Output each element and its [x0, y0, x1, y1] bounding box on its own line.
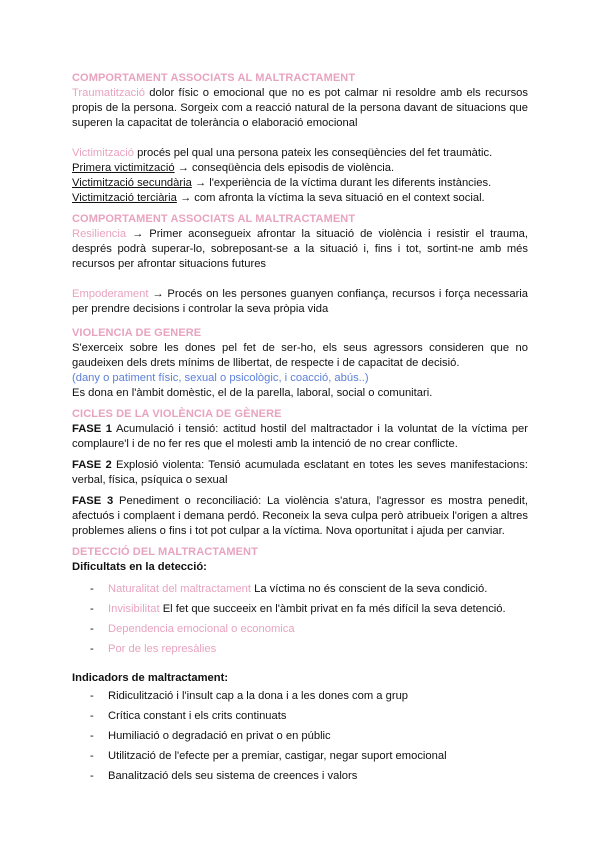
subheading-indicadors: Indicadors de maltractament: — [72, 672, 229, 684]
paragraph-empoderament — [72, 287, 528, 317]
term-traumatitzacio: Traumatització — [72, 87, 145, 99]
term-invisibilitat: Invisibilitat — [108, 603, 160, 615]
term-terciaria: Victimització terciària — [72, 192, 177, 204]
fase-text: Acumulació i tensió: actitud hostil del maltractador i la voluntat de la víctima per complaure'l i de no fer res que el molesti amb la intenció de no crear conflicte. — [72, 423, 528, 450]
note-violencia: (dany o patiment físic, sexual o psicològic, i coacció, abús..) — [72, 372, 369, 384]
paragraph-fase-3 — [72, 494, 528, 539]
term-victimitzacio: Victimització — [72, 147, 134, 159]
fase-label: FASE 2 — [72, 459, 112, 471]
section-heading: CICLES DE LA VIOLÈNCIA DE GÈNERE — [72, 408, 282, 420]
paragraph-resiliencia — [72, 227, 528, 272]
term-empoderament: Empoderament — [72, 288, 149, 300]
fase-text: Penediment o reconciliació: La violència s'atura, l'agressor es mostra penedit, afectuós i complaent i demana perdó. Reconeix la seva culpa però atribueix l'origen a altres problemes aliens o fins i tot pot culpar a la víctima. Nova oportunitat i ajuda per canviar. — [72, 495, 528, 537]
definition-text: → Primer aconsegueix afrontar la situació de violència i resistir el trauma, després podrà superar-lo, sobreposant-se a la situació i, fins i tot, sortint-ne amb més recursos per afrontar situacions futures — [72, 228, 528, 270]
section-heading: COMPORTAMENT ASSOCIATS AL MALTRACTAMENT — [72, 213, 356, 225]
term-dependencia: Dependencia emocional o economica — [108, 623, 295, 635]
list-item: - Crítica constant i els crits continuats — [90, 710, 287, 722]
paragraph-violencia: S'exerceix sobre les dones pel fet de ser-ho, els seus agressors consideren que no gaudeixen dels drets mínims de llibertat, de respecte i de capacitat de decisió. — [72, 342, 528, 369]
paragraph-fase-2 — [72, 458, 528, 488]
list-dificultats — [72, 579, 528, 659]
definition-text: → com afronta la víctima la seva situació en el context social. — [176, 192, 485, 204]
document-content — [72, 71, 528, 786]
definition-text: → Procés on les persones guanyen confiança, recursos i força necessaria per prendre decisions i controlar la seva pròpia vida — [72, 288, 528, 315]
paragraph-ambit: Es dona en l'àmbit domèstic, el de la parella, laboral, social o comunitari. — [72, 387, 433, 399]
list-item: - Dependencia emocional o economica — [90, 623, 295, 635]
definition-text: → conseqüència dels episodis de violència. — [174, 162, 395, 174]
list-item: - Banalització dels seu sistema de creences i valors — [90, 770, 358, 782]
list-item: - Naturalitat del maltractament La víctima no és conscient de la seva condició. — [90, 583, 488, 595]
paragraph-victimitzacio — [72, 146, 528, 161]
list-item: - Humiliació o degradació en privat o en públic — [90, 730, 331, 742]
list-item: - Ridiculització i l'insult cap a la dona i a les dones com a grup — [90, 690, 409, 702]
term-por: Por de les represàlies — [108, 643, 217, 655]
fase-label: FASE 3 — [72, 495, 114, 507]
subheading-dificultats: Dificultats en la detecció: — [72, 561, 207, 573]
paragraph-traumatitzacio — [72, 86, 528, 131]
fase-text: Explosió violenta: Tensió acumulada esclatant en totes les seves manifestacions: verbal, física, psíquica o sexual — [72, 459, 528, 486]
section-heading: DETECCIÓ DEL MALTRACTAMENT — [72, 546, 258, 558]
line-terciaria — [72, 191, 528, 206]
term-naturalitat: Naturalitat del maltractament — [108, 583, 252, 595]
definition-text: procés pel qual una persona pateix les conseqüències del fet traumàtic. — [133, 147, 493, 159]
term-primera: Primera victimització — [72, 162, 175, 174]
list-item: - Invisibilitat El fet que succeeix en l'àmbit privat en fa més difícil la seva detenció. — [90, 603, 506, 615]
term-secundaria: Victimització secundària — [72, 177, 192, 189]
paragraph-fase-1 — [72, 422, 528, 452]
term-resiliencia: Resiliencia — [72, 228, 127, 240]
section-heading: VIOLENCIA DE GENERE — [72, 327, 202, 339]
fase-label: FASE 1 — [72, 423, 113, 435]
definition-text: dolor físic o emocional que no es pot calmar ni resoldre amb els recursos propis de la persona. Sorgeix com a reacció natural de la persona davant de situacions que superen la capacitat de tolerància o elaboració emocional — [72, 87, 528, 129]
definition-text: → l'experiència de la víctima durant les diferents instàncies. — [191, 177, 492, 189]
list-item: - Por de les represàlies — [90, 643, 217, 655]
line-primera-victimitzacio — [72, 161, 528, 176]
line-secundaria — [72, 176, 528, 191]
list-item: - Utilització de l'efecte per a premiar, castigar, negar suport emocional — [90, 750, 447, 762]
section-heading: COMPORTAMENT ASSOCIATS AL MALTRACTAMENT — [72, 72, 356, 84]
list-indicadors — [72, 686, 528, 786]
